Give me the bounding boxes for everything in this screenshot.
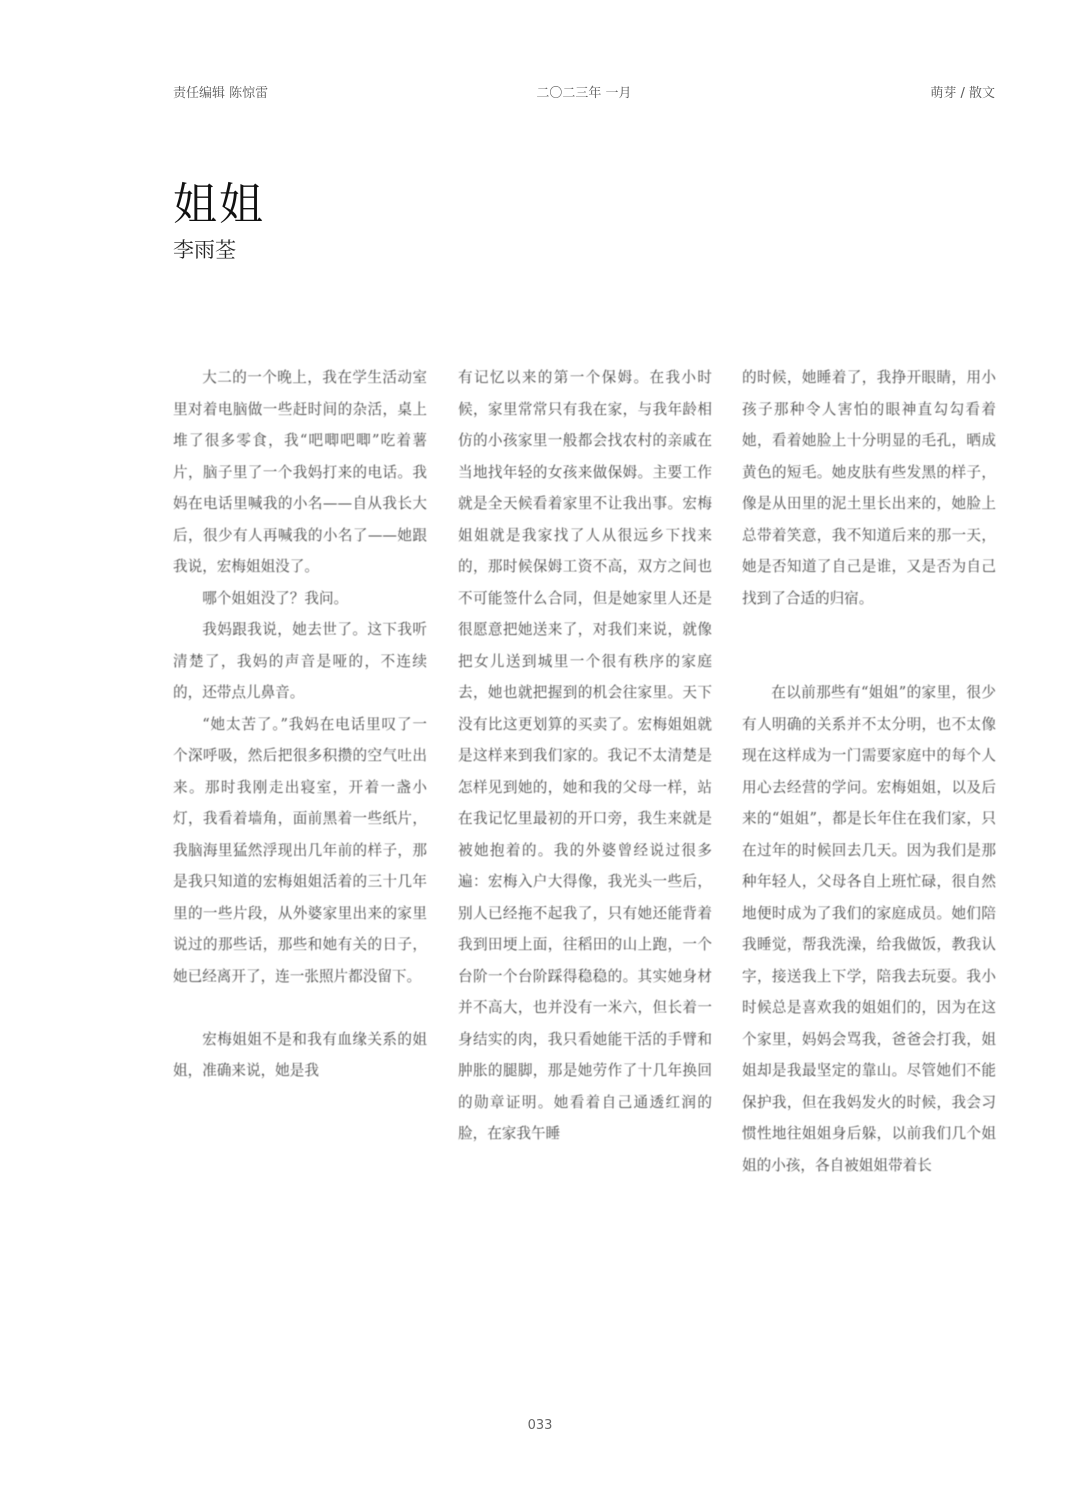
paragraph: 有记忆以来的第一个保姆。在我小时候，家里常常只有我在家，与我年龄相仿的小孩家里一般都会找农村的亲戚在当地找年轻的女孩来做保姆。主要工作就是全天候看着家里不让我出事。宏梅姐姐就是我家找了人从很远乡下找来的，那时候保姆工资不高，双方之间也不可能签什么合同，但是她家里人还是很愿意把她送来了，对我们来说，就像把女儿送到城里一个很有秩序的家庭去，她也就把握到的机会往家里。天下没有比这更划算的买卖了。宏梅姐姐就是这样来到我们家的。我记不太清楚是怎样见到她的，她和我的父母一样，站在我记忆里最初的开口旁，我生来就是被她抱着的。我的外婆曾经说过很多遍：宏梅入户大得像，我光头一些后，别人已经拖不起我了，只有她还能背着我到田埂上面，往稻田的山上跑，一个台阶一个台阶踩得稳稳的。其实她身材并不高大，也并没有一米六，但长着一身结实的肉，我只看她能干活的手臂和肿胀的腿脚，那是她劳作了十几年换回的勋章证明。她看着自己通透红润的脸，在家我午睡 xyxy=(458,369,712,1142)
paragraph: “她太苦了。”我妈在电话里叹了一个深呼吸，然后把很多积攒的空气吐出来。那时我刚走出寝室，开着一盏小灯，我看着墙角，面前黑着一些纸片，我脑海里猛然浮现出几年前的样子，那是我只知道的宏梅姐姐活着的三十几年里的一些片段，从外婆家里出来的家里说过的那些话，那些和她有关的日子，她已经离开了，连一张照片都没留下。 xyxy=(173,715,427,985)
editor-credit: 责任编辑 陈惊雷 xyxy=(173,86,269,101)
text-column-2 xyxy=(458,362,712,1150)
article-author: 李雨荃 xyxy=(173,238,236,262)
paragraph: 大二的一个晚上，我在学生活动室里对着电脑做一些赶时间的杂活，桌上堆了很多零食，我“吧唧吧唧”吃着薯片，脑子里了一个我妈打来的电话。我妈在电话里喊我的小名——自从我长大后，很少有人再喊我的小名了——她跟我说，宏梅姐姐没了。 xyxy=(173,369,427,575)
paragraph: 哪个姐姐没了？我问。 xyxy=(202,589,349,607)
section-label: 萌芽 / 散文 xyxy=(930,86,995,101)
paragraph-gap xyxy=(742,646,996,678)
page-header xyxy=(173,82,995,106)
paragraph-gap xyxy=(173,992,427,1024)
issue-date: 二〇二三年 一月 xyxy=(536,86,632,101)
paragraph: 的时候，她睡着了，我挣开眼睛，用小孩子那种令人害怕的眼神直勾勾看着她，看着她脸上十分明显的毛孔，晒成黄色的短毛。她皮肤有些发黑的样子，像是从田里的泥土里长出来的，她脸上总带着笑意，我不知道后来的那一天，她是否知道了自己是谁，又是否为自己找到了合适的归宿。 xyxy=(742,369,996,607)
page-number: 033 xyxy=(527,1418,553,1433)
text-column-1 xyxy=(173,362,427,1087)
paragraph-gap xyxy=(742,614,996,646)
text-column-3 xyxy=(742,362,996,1181)
paragraph: 宏梅姐姐不是和我有血缘关系的姐姐，准确来说，她是我 xyxy=(173,1030,427,1079)
paragraph: 在以前那些有“姐姐”的家里，很少有人明确的关系并不太分明，也不太像现在这样成为一门需要家庭中的每个人用心去经营的学问。宏梅姐姐，以及后来的“姐姐”，都是长年住在我们家，只在过年的时候回去几天。因为我们是那种年轻人，父母各自上班忙碌，很自然地便时成为了我们的家庭成员。她们陪我睡觉，帮我洗澡，给我做饭，教我认字，接送我上下学，陪我去玩耍。我小时候总是喜欢我的姐姐们的，因为在这个家里，妈妈会骂我，爸爸会打我，姐姐却是我最坚定的靠山。尽管她们不能保护我，但在我妈发火的时候，我会习惯性地往姐姐身后躲，以前我们几个姐姐的小孩，各自被姐姐带着长 xyxy=(742,684,996,1174)
article-title: 姐姐 xyxy=(173,179,265,230)
paragraph: 我妈跟我说，她去世了。这下我听清楚了，我妈的声音是哑的，不连续的，还带点儿鼻音。 xyxy=(173,621,427,701)
